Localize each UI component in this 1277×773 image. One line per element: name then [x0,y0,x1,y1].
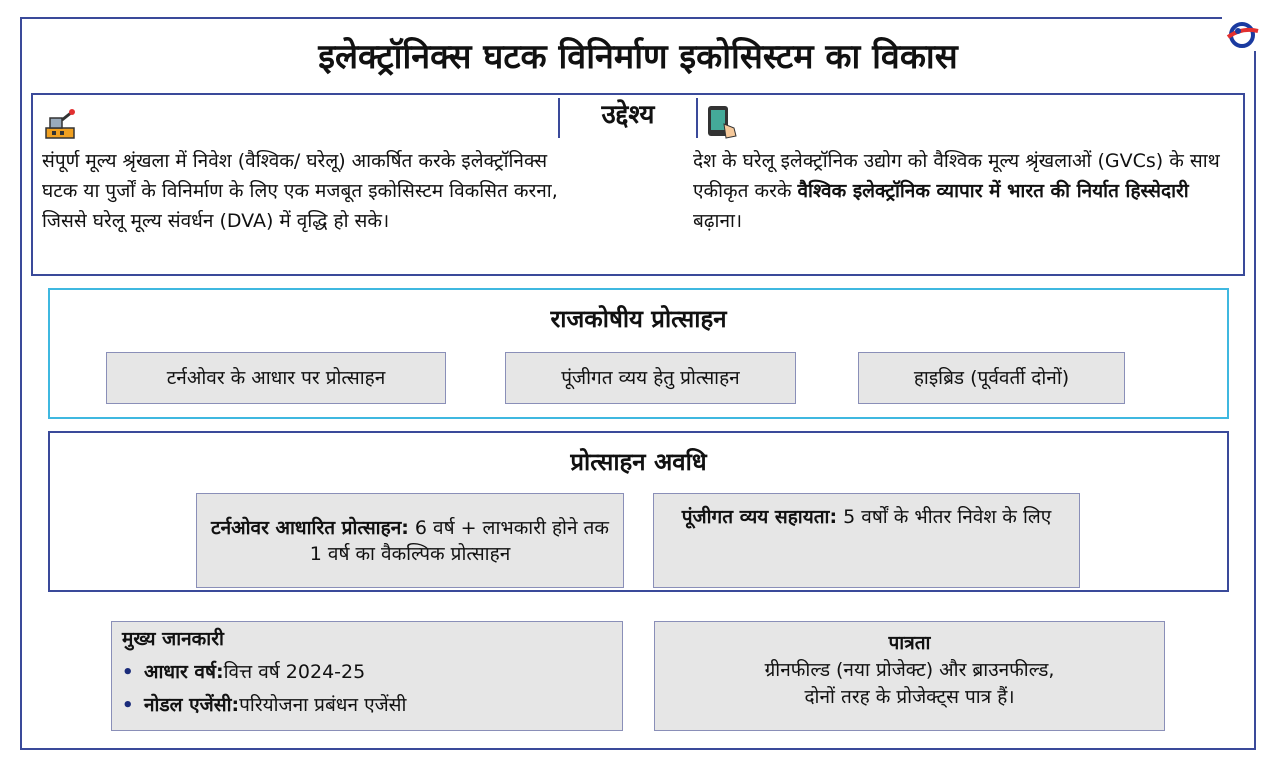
period-capex-text: 5 वर्षों के भीतर निवेश के लिए [837,506,1052,528]
eligibility-line-2: दोनों तरह के प्रोजेक्ट्स पात्र हैं। [804,686,1015,708]
period-title: प्रोत्साहन अवधि [570,448,707,476]
phone-hand-icon [704,104,740,140]
period-turnover-label: टर्नओवर आधारित प्रोत्साहन: [211,516,409,539]
objective-right-pre: देश के घरेलू इलेक्ट्रॉनिक उद्योग को वैश्विक मूल्य श्रृंखलाओं (GVCs) के साथ एकीकृत करके [693,150,1220,202]
fiscal-item-capex: पूंजीगत व्यय हेतु प्रोत्साहन [505,352,796,404]
key-info-base-year [122,659,612,686]
base-year-label: आधार वर्ष: [144,661,224,683]
period-capex-card [653,493,1080,588]
eligibility-line-1: ग्रीनफील्ड (नया प्रोजेक्ट) और ब्राउनफील्ड, [764,659,1055,681]
fiscal-title: राजकोषीय प्रोत्साहन [550,305,727,333]
period-turnover-text: 6 वर्ष + लाभकारी होने तक 1 वर्ष का वैकल्पिक प्रोत्साहन [309,516,609,565]
objective-right-text [693,146,1233,236]
period-turnover-card [196,493,624,588]
bullet-icon: • [122,695,134,716]
period-capex-label: पूंजीगत व्यय सहायता: [681,506,838,528]
objective-right-bold: वैश्विक इलेक्ट्रॉनिक व्यापार में भारत की निर्यात हिस्सेदारी [797,180,1189,202]
nodal-value: परियोजना प्रबंधन एजेंसी [239,694,407,716]
nodal-label: नोडल एजेंसी: [144,694,240,716]
eligibility-title: पात्रता [888,632,931,654]
key-info-card [111,621,623,731]
eligibility-card [654,621,1165,731]
page-title: इलेक्ट्रॉनिक्स घटक विनिर्माण इकोसिस्टम का विकास [318,37,958,77]
key-info-title: मुख्य जानकारी [122,628,224,650]
bullet-icon: • [122,662,134,683]
key-info-nodal [122,692,612,719]
base-year-value: वित्त वर्ष 2024-25 [223,661,366,683]
objective-right-post: बढ़ाना। [693,210,743,232]
robot-arm-icon [42,106,78,142]
fiscal-item-hybrid: हाइब्रिड (पूर्ववर्ती दोनों) [858,352,1125,404]
fiscal-item-turnover: टर्नओवर के आधार पर प्रोत्साहन [106,352,446,404]
objectives-label: उद्देश्य [558,98,698,138]
objective-left-text: संपूर्ण मूल्य श्रृंखला में निवेश (वैश्विक/ घरेलू) आकर्षित करके इलेक्ट्रॉनिक्स घटक या पुर्जों के विनिर्माण के लिए एक मजबूत इकोसिस्टम विकसित करना, जिससे घरेलू मूल्य संवर्धन (DVA) में वृद्धि हो सके। [42,150,558,232]
